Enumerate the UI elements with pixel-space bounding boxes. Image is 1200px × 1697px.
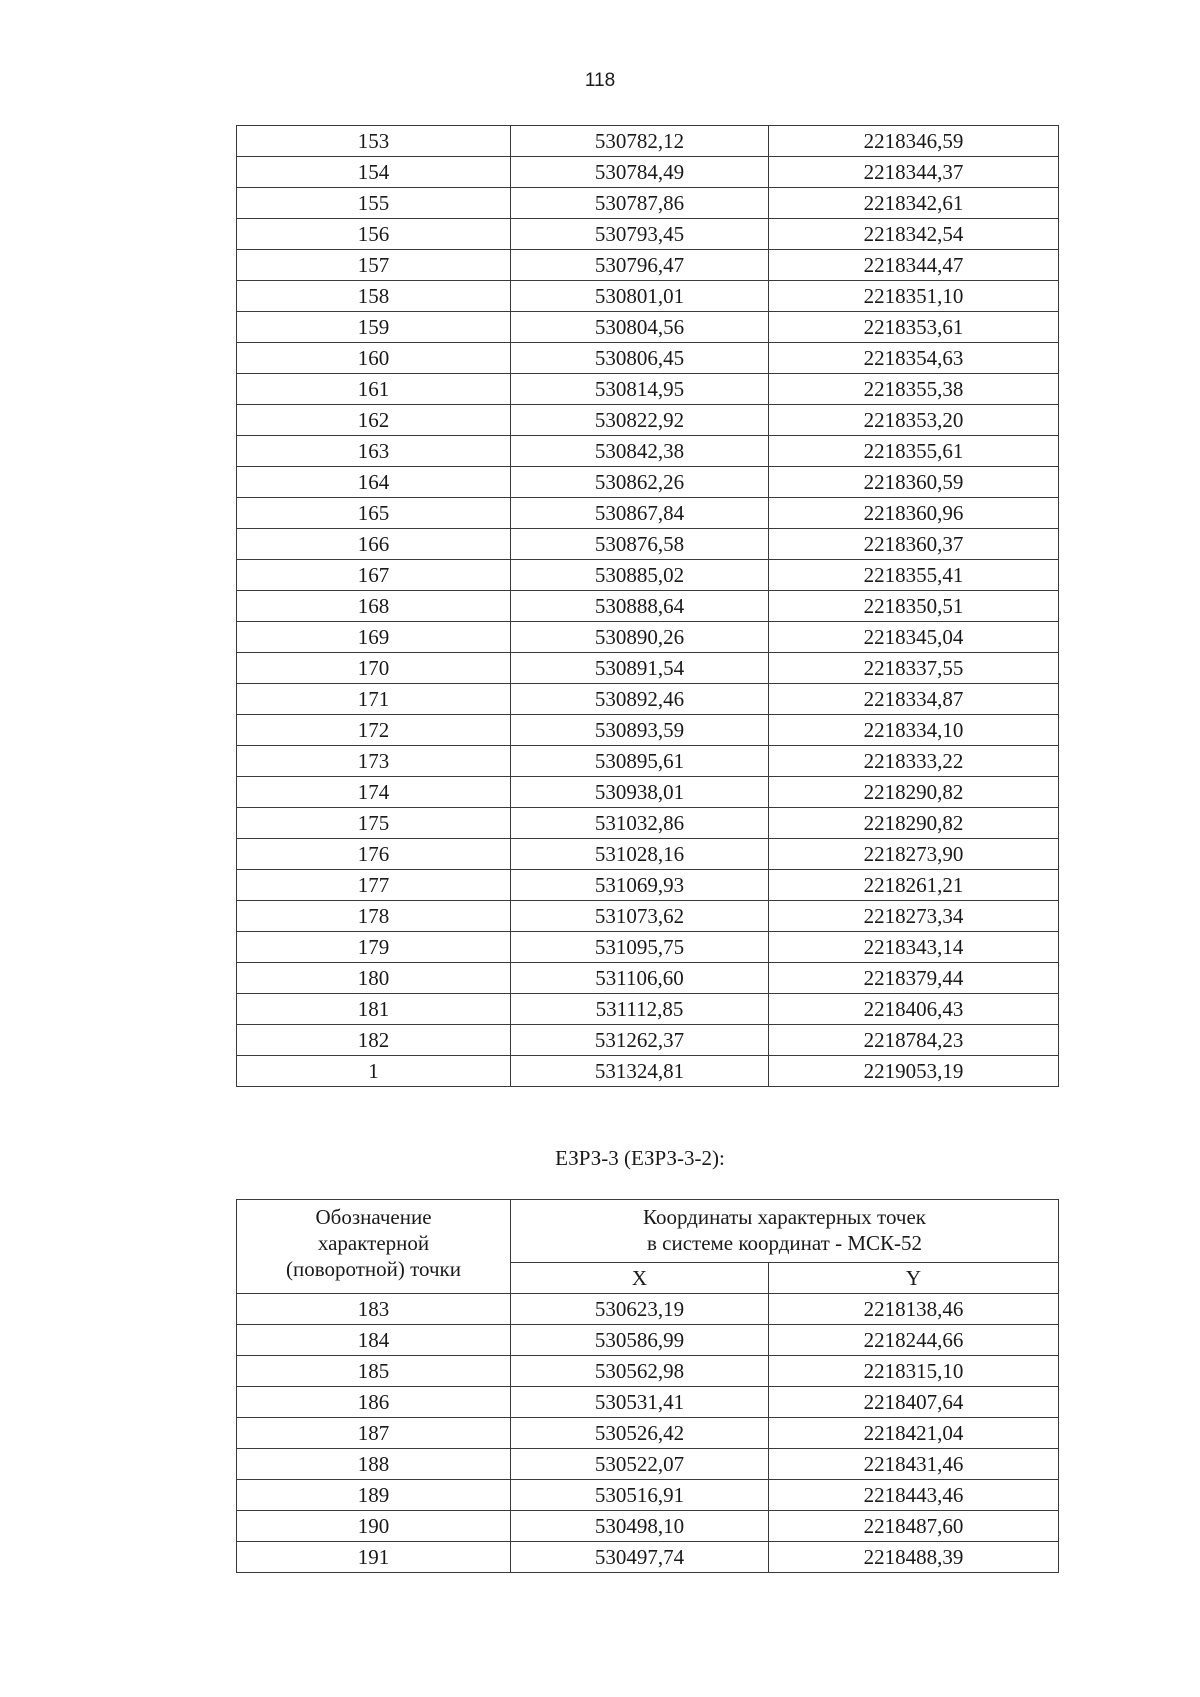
point-number-cell: 176	[237, 839, 511, 870]
table-row	[237, 777, 1059, 808]
y-coordinate-cell: 2218346,59	[769, 126, 1059, 157]
x-coordinate-cell: 530801,01	[511, 281, 769, 312]
point-number-cell: 177	[237, 870, 511, 901]
y-coordinate-cell: 2218431,46	[769, 1449, 1059, 1480]
point-number-cell: 187	[237, 1418, 511, 1449]
table-row	[237, 250, 1059, 281]
point-number-cell: 185	[237, 1356, 511, 1387]
header-text: Обозначение	[315, 1205, 432, 1229]
table-row	[237, 126, 1059, 157]
y-coordinate-cell: 2218443,46	[769, 1480, 1059, 1511]
x-coordinate-cell: 530890,26	[511, 622, 769, 653]
x-column-header: X	[511, 1263, 769, 1294]
table-row	[237, 157, 1059, 188]
point-number-cell: 165	[237, 498, 511, 529]
y-coordinate-cell: 2218345,04	[769, 622, 1059, 653]
x-coordinate-cell: 531112,85	[511, 994, 769, 1025]
y-coordinate-cell: 2218290,82	[769, 808, 1059, 839]
y-coordinate-cell: 2218273,90	[769, 839, 1059, 870]
page-number: 118	[584, 70, 616, 91]
table-row	[237, 808, 1059, 839]
point-number-cell: 173	[237, 746, 511, 777]
table-row	[237, 374, 1059, 405]
y-coordinate-cell: 2218360,37	[769, 529, 1059, 560]
header-text: характерной	[317, 1231, 430, 1255]
y-coordinate-cell: 2218342,54	[769, 219, 1059, 250]
header-text: в системе координат - МСК-52	[646, 1231, 923, 1255]
point-number-cell: 174	[237, 777, 511, 808]
table-row	[237, 994, 1059, 1025]
point-number-cell: 189	[237, 1480, 511, 1511]
point-number-cell: 179	[237, 932, 511, 963]
x-coordinate-cell: 530522,07	[511, 1449, 769, 1480]
table-row	[237, 715, 1059, 746]
x-coordinate-cell: 530888,64	[511, 591, 769, 622]
x-coordinate-cell: 530497,74	[511, 1542, 769, 1573]
point-designation-header	[237, 1200, 511, 1294]
table-row	[237, 467, 1059, 498]
point-number-cell: 186	[237, 1387, 511, 1418]
section-title: ЕЗРЗ-3 (ЕЗРЗ-3-2):	[555, 1146, 725, 1170]
point-number-cell: 183	[237, 1294, 511, 1325]
table-row	[237, 1480, 1059, 1511]
x-coordinate-cell: 530862,26	[511, 467, 769, 498]
header-text: Координаты характерных точек	[643, 1205, 926, 1229]
table-row	[237, 653, 1059, 684]
y-coordinate-cell: 2218360,96	[769, 498, 1059, 529]
y-coordinate-cell: 2218354,63	[769, 343, 1059, 374]
point-number-cell: 184	[237, 1325, 511, 1356]
x-coordinate-cell: 530586,99	[511, 1325, 769, 1356]
point-number-cell: 153	[237, 126, 511, 157]
x-coordinate-cell: 530814,95	[511, 374, 769, 405]
y-coordinate-cell: 2218343,14	[769, 932, 1059, 963]
x-coordinate-cell: 530892,46	[511, 684, 769, 715]
table-row	[237, 281, 1059, 312]
table-row	[237, 963, 1059, 994]
point-number-cell: 181	[237, 994, 511, 1025]
y-coordinate-cell: 2218315,10	[769, 1356, 1059, 1387]
y-coordinate-cell: 2218342,61	[769, 188, 1059, 219]
point-number-cell: 170	[237, 653, 511, 684]
table-row	[237, 870, 1059, 901]
x-coordinate-cell: 530784,49	[511, 157, 769, 188]
x-coordinate-cell: 530782,12	[511, 126, 769, 157]
x-coordinate-cell: 530623,19	[511, 1294, 769, 1325]
table-row	[237, 591, 1059, 622]
point-number-cell: 180	[237, 963, 511, 994]
point-number-cell: 190	[237, 1511, 511, 1542]
y-coordinate-cell: 2218407,64	[769, 1387, 1059, 1418]
x-coordinate-cell: 530891,54	[511, 653, 769, 684]
point-number-cell: 175	[237, 808, 511, 839]
point-number-cell: 171	[237, 684, 511, 715]
x-coordinate-cell: 530796,47	[511, 250, 769, 281]
y-coordinate-cell: 2218350,51	[769, 591, 1059, 622]
x-coordinate-cell: 530822,92	[511, 405, 769, 436]
point-number-cell: 178	[237, 901, 511, 932]
y-coordinate-cell: 2218344,47	[769, 250, 1059, 281]
table-row	[237, 219, 1059, 250]
table-row	[237, 188, 1059, 219]
y-coordinate-cell: 2219053,19	[769, 1056, 1059, 1087]
y-coordinate-cell: 2218353,61	[769, 312, 1059, 343]
x-coordinate-cell: 530885,02	[511, 560, 769, 591]
x-coordinate-cell: 530806,45	[511, 343, 769, 374]
coordinates-table-continued	[236, 125, 1059, 1087]
point-number-cell: 162	[237, 405, 511, 436]
x-coordinate-cell: 531028,16	[511, 839, 769, 870]
y-coordinate-cell: 2218337,55	[769, 653, 1059, 684]
table-row	[237, 901, 1059, 932]
table-row	[237, 529, 1059, 560]
point-number-cell: 155	[237, 188, 511, 219]
point-number-cell: 172	[237, 715, 511, 746]
y-coordinate-cell: 2218353,20	[769, 405, 1059, 436]
point-number-cell: 168	[237, 591, 511, 622]
coordinates-table-body	[237, 1294, 1059, 1573]
table-row	[237, 1542, 1059, 1573]
coordinates-header	[511, 1200, 1059, 1263]
y-coordinate-cell: 2218406,43	[769, 994, 1059, 1025]
x-coordinate-cell: 530531,41	[511, 1387, 769, 1418]
table-row	[237, 560, 1059, 591]
table-row	[237, 343, 1059, 374]
table-row	[237, 1025, 1059, 1056]
point-number-cell: 161	[237, 374, 511, 405]
x-coordinate-cell: 530498,10	[511, 1511, 769, 1542]
x-coordinate-cell: 531073,62	[511, 901, 769, 932]
y-coordinate-cell: 2218355,38	[769, 374, 1059, 405]
x-coordinate-cell: 530842,38	[511, 436, 769, 467]
x-coordinate-cell: 530787,86	[511, 188, 769, 219]
x-coordinate-cell: 531069,93	[511, 870, 769, 901]
y-coordinate-cell: 2218244,66	[769, 1325, 1059, 1356]
y-coordinate-cell: 2218351,10	[769, 281, 1059, 312]
x-coordinate-cell: 530876,58	[511, 529, 769, 560]
table-row	[237, 436, 1059, 467]
x-coordinate-cell: 531095,75	[511, 932, 769, 963]
y-coordinate-cell: 2218379,44	[769, 963, 1059, 994]
y-coordinate-cell: 2218273,34	[769, 901, 1059, 932]
table-row	[237, 498, 1059, 529]
table-row	[237, 1449, 1059, 1480]
x-coordinate-cell: 531032,86	[511, 808, 769, 839]
x-coordinate-cell: 531324,81	[511, 1056, 769, 1087]
table-row	[237, 1056, 1059, 1087]
y-coordinate-cell: 2218138,46	[769, 1294, 1059, 1325]
y-coordinate-cell: 2218360,59	[769, 467, 1059, 498]
point-number-cell: 154	[237, 157, 511, 188]
x-coordinate-cell: 530562,98	[511, 1356, 769, 1387]
x-coordinate-cell: 530867,84	[511, 498, 769, 529]
y-coordinate-cell: 2218344,37	[769, 157, 1059, 188]
point-number-cell: 164	[237, 467, 511, 498]
point-number-cell: 157	[237, 250, 511, 281]
x-coordinate-cell: 530938,01	[511, 777, 769, 808]
table-row	[237, 839, 1059, 870]
y-coordinate-cell: 2218334,10	[769, 715, 1059, 746]
y-coordinate-cell: 2218355,41	[769, 560, 1059, 591]
table-row	[237, 932, 1059, 963]
point-number-cell: 1	[237, 1056, 511, 1087]
y-coordinate-cell: 2218334,87	[769, 684, 1059, 715]
table-row	[237, 312, 1059, 343]
y-coordinate-cell: 2218333,22	[769, 746, 1059, 777]
table-row	[237, 1418, 1059, 1449]
coordinates-table-body	[237, 126, 1059, 1087]
coordinates-table-ezrz-3	[236, 1199, 1059, 1573]
y-column-header: Y	[769, 1263, 1059, 1294]
point-number-cell: 156	[237, 219, 511, 250]
x-coordinate-cell: 530516,91	[511, 1480, 769, 1511]
table-row	[237, 405, 1059, 436]
table-row	[237, 1294, 1059, 1325]
point-number-cell: 166	[237, 529, 511, 560]
table-row	[237, 1387, 1059, 1418]
table-header-row	[237, 1200, 1059, 1263]
point-number-cell: 169	[237, 622, 511, 653]
point-number-cell: 158	[237, 281, 511, 312]
point-number-cell: 191	[237, 1542, 511, 1573]
y-coordinate-cell: 2218784,23	[769, 1025, 1059, 1056]
table-row	[237, 684, 1059, 715]
table-row	[237, 1325, 1059, 1356]
x-coordinate-cell: 531106,60	[511, 963, 769, 994]
x-coordinate-cell: 530895,61	[511, 746, 769, 777]
table-row	[237, 1356, 1059, 1387]
table-row	[237, 622, 1059, 653]
x-coordinate-cell: 530793,45	[511, 219, 769, 250]
x-coordinate-cell: 530526,42	[511, 1418, 769, 1449]
table-row	[237, 1511, 1059, 1542]
y-coordinate-cell: 2218290,82	[769, 777, 1059, 808]
y-coordinate-cell: 2218355,61	[769, 436, 1059, 467]
y-coordinate-cell: 2218488,39	[769, 1542, 1059, 1573]
point-number-cell: 163	[237, 436, 511, 467]
x-coordinate-cell: 530893,59	[511, 715, 769, 746]
point-number-cell: 159	[237, 312, 511, 343]
table-row	[237, 746, 1059, 777]
point-number-cell: 188	[237, 1449, 511, 1480]
x-coordinate-cell: 530804,56	[511, 312, 769, 343]
y-coordinate-cell: 2218487,60	[769, 1511, 1059, 1542]
point-number-cell: 160	[237, 343, 511, 374]
y-coordinate-cell: 2218261,21	[769, 870, 1059, 901]
x-coordinate-cell: 531262,37	[511, 1025, 769, 1056]
point-number-cell: 167	[237, 560, 511, 591]
point-number-cell: 182	[237, 1025, 511, 1056]
header-text: (поворотной) точки	[286, 1257, 461, 1281]
y-coordinate-cell: 2218421,04	[769, 1418, 1059, 1449]
